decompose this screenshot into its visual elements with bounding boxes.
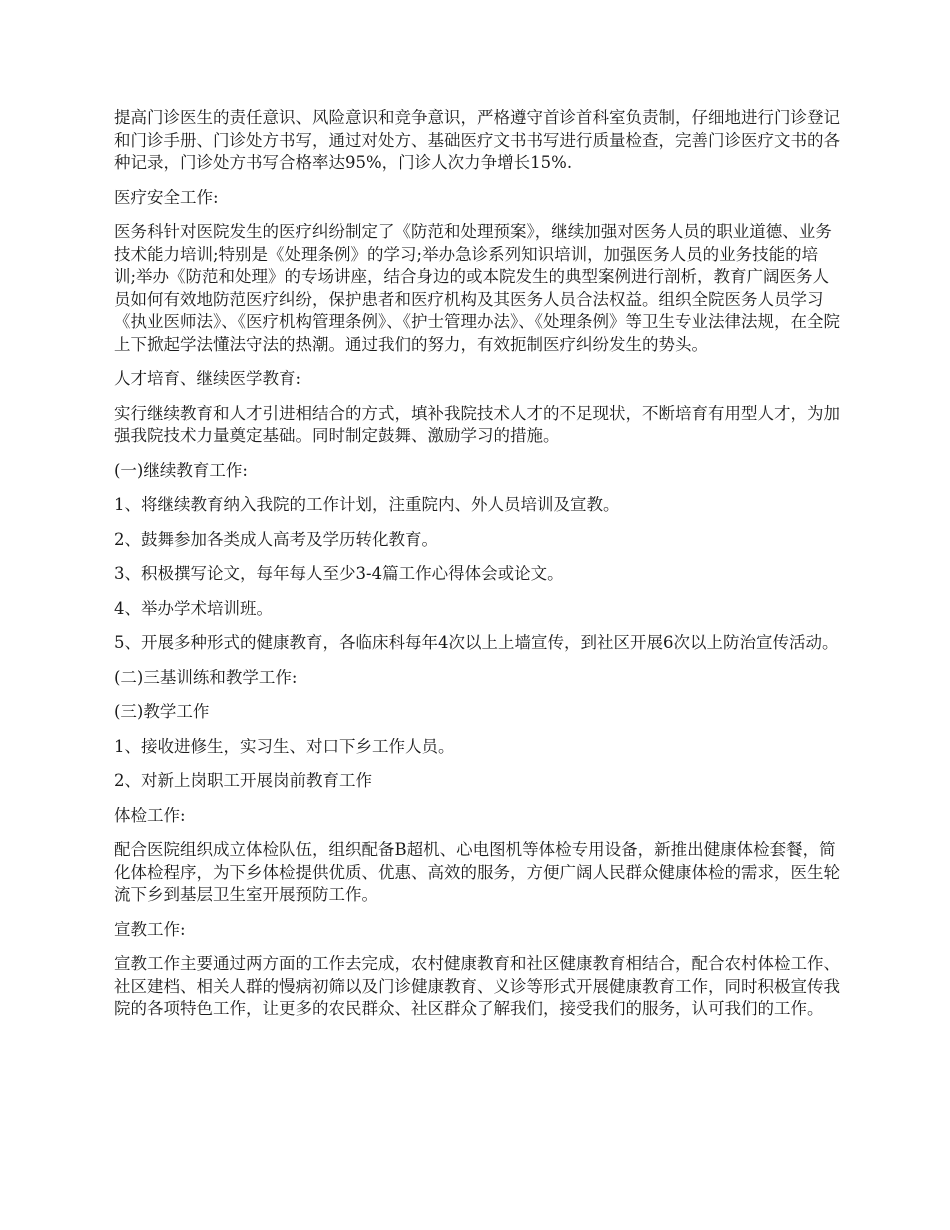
list-item: 2、鼓舞参加各类成人高考及学历转化教育。 — [114, 529, 438, 549]
subheading-continuing-education: (一)继续教育工作: — [114, 460, 248, 480]
paragraph-physical-exam: 配合医院组织成立体检队伍，组织配备B超机、心电图机等体检专用设备，新推出健康体检套餐，简化体检程序，为下乡体检提供优质、优惠、高效的服务，方便广阔人民群众健康体检的需求，医生轮流下乡到基层卫生室开展预防工作。 — [114, 840, 840, 904]
section-heading-health-education: 宣教工作: — [114, 919, 186, 939]
paragraph-medical-safety: 医务科针对医院发生的医疗纠纷制定了《防范和处理预案》，继续加强对医务人员的职业道德、业务技术能力培训;特别是《处理条例》的学习;举办急诊系列知识培训，加强医务人员的业务技能的培训;举办《防范和处理》的专场讲座，结合身边的或本院发生的典型案例进行剖析，教育广阔医务人员如何有效地防范医疗纠纷，保护患者和医疗机构及其医务人员合法权益。组织全院医务人员学习《执业医师法》、《医疗机构管理条例》、《护士管理办法》、《处理条例》等卫生专业法律法规，在全院上下掀起学法懂法守法的热潮。通过我们的努力，有效扼制医疗纠纷发生的势头。 — [114, 222, 840, 354]
subheading-three-basics: (二)三基训练和教学工作: — [114, 667, 298, 687]
list-item: 1、将继续教育纳入我院的工作计划，注重院内、外人员培训及宣教。 — [114, 495, 620, 514]
paragraph-health-education: 宣教工作主要通过两方面的工作去完成，农村健康教育和社区健康教育相结合，配合农村体检工作、社区建档、相关人群的慢病初筛以及门诊健康教育、义诊等形式开展健康教育工作，同时积极宣传我院的各项特色工作，让更多的农民群众、社区群众了解我们，接受我们的服务，认可我们的工作。 — [114, 954, 840, 1018]
list-item: 4、举办学术培训班。 — [114, 598, 273, 618]
list-item: 5、开展多种形式的健康教育，各临床科每年4次以上上墙宣传，到社区开展6次以上防治宣传活动。 — [114, 633, 839, 652]
list-item: 3、积极撰写论文，每年每人至少3-4篇工作心得体会或论文。 — [114, 564, 564, 583]
paragraph-talent-training: 实行继续教育和人才引进相结合的方式，填补我院技术人才的不足现状，不断培育有用型人才，为加强我院技术力量奠定基础。同时制定鼓舞、激励学习的措施。 — [114, 403, 840, 445]
paragraph-intro: 提高门诊医生的责任意识、风险意识和竞争意识，严格遵守首诊首科室负责制，仔细地进行门诊登记和门诊手册、门诊处方书写，通过对处方、基础医疗文书书写进行质量检查，完善门诊医疗文书的各种记录，门诊处方书写合格率达95%，门诊人次力争增长15%. — [114, 108, 840, 172]
document-page — [114, 107, 840, 1033]
section-heading-talent-training: 人才培育、继续医学教育: — [114, 369, 302, 388]
section-heading-medical-safety: 医疗安全工作: — [114, 187, 219, 207]
subheading-teaching: (三)教学工作 — [114, 702, 210, 721]
section-heading-physical-exam: 体检工作: — [114, 805, 186, 825]
list-item: 2、对新上岗职工开展岗前教育工作 — [114, 771, 372, 790]
list-item: 1、接收进修生，实习生、对口下乡工作人员。 — [114, 736, 455, 756]
